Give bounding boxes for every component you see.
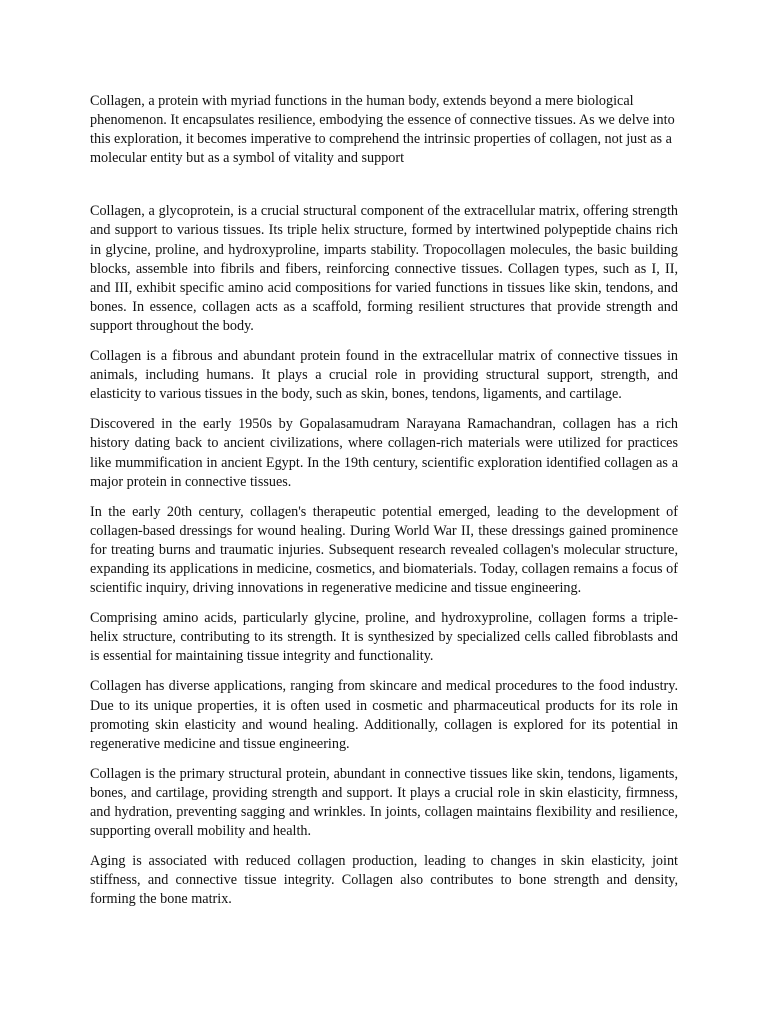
paragraph-history: Discovered in the early 1950s by Gopalasamudram Narayana Ramachandran, collagen has a rich history dating back to ancient civilizations, where collagen-rich materials were utilized for practices like mummification in ancient Egypt. In the 19th century, scientific exploration identified collagen as a major protein in connective tissues.	[90, 416, 678, 490]
document-body	[90, 92, 678, 920]
paragraph-amino-acids: Comprising amino acids, particularly glycine, proline, and hydroxyproline, collagen forms a triple-helix structure, contributing to its strength. It is synthesized by specialized cells called fibroblasts and is essential for maintaining tissue integrity and functionality.	[90, 610, 678, 665]
paragraph-aging: Aging is associated with reduced collagen production, leading to changes in skin elasticity, joint stiffness, and connective tissue integrity. Collagen also contributes to bone strength and density, forming the bone matrix.	[90, 853, 678, 908]
paragraph-applications: Collagen has diverse applications, ranging from skincare and medical procedures to the food industry. Due to its unique properties, it is often used in cosmetic and pharmaceutical products for its role in promoting skin elasticity and wound healing. Additionally, collagen is explored for its potential in regenerative medicine and tissue engineering.	[90, 678, 678, 752]
paragraph-glycoprotein: Collagen, a glycoprotein, is a crucial structural component of the extracellular matrix, offering strength and support to various tissues. Its triple helix structure, formed by intertwined polypeptide chains rich in glycine, proline, and hydroxyproline, imparts stability. Tropocollagen molecules, the basic building blocks, assemble into fibrils and fibers, reinforcing connective tissues. Collagen types, such as I, II, and III, exhibit specific amino acid compositions for varied functions in tissues like skin, tendons, and bones. In essence, collagen acts as a scaffold, forming resilient structures that provide strength and support throughout the body.	[90, 203, 678, 334]
paragraph-intro: Collagen, a protein with myriad functions in the human body, extends beyond a mere biological phenomenon. It encapsulates resilience, embodying the essence of connective tissues. As we delve into this exploration, it becomes imperative to comprehend the intrinsic properties of collagen, not just as a molecular entity but as a symbol of vitality and support	[90, 93, 675, 167]
paragraph-20th-century: In the early 20th century, collagen's therapeutic potential emerged, leading to the development of collagen-based dressings for wound healing. During World War II, these dressings gained prominence for treating burns and traumatic injuries. Subsequent research revealed collagen's molecular structure, expanding its applications in medicine, cosmetics, and biomaterials. Today, collagen remains a focus of scientific inquiry, driving innovations in regenerative medicine and tissue engineering.	[90, 503, 678, 597]
paragraph-fibrous-protein: Collagen is a fibrous and abundant protein found in the extracellular matrix of connective tissues in animals, including humans. It plays a crucial role in providing structural support, strength, and elasticity to various tissues in the body, such as skin, bones, tendons, ligaments, and cartilage.	[90, 348, 678, 403]
paragraph-structural-protein: Collagen is the primary structural protein, abundant in connective tissues like skin, tendons, ligaments, bones, and cartilage, providing strength and support. It plays a crucial role in skin elasticity, firmness, and hydration, preventing sagging and wrinkles. In joints, collagen maintains flexibility and resilience, supporting overall mobility and health.	[90, 765, 678, 840]
